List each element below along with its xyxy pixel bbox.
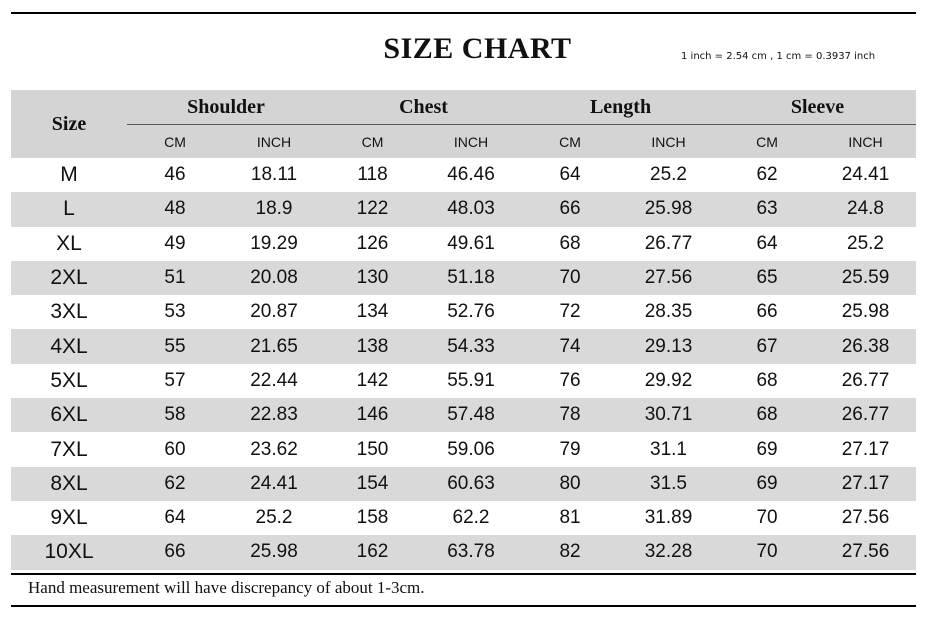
measurement-cell: 62 xyxy=(756,164,778,186)
measurement-cell: 46 xyxy=(164,164,186,186)
unit-header: INCH xyxy=(618,125,719,159)
size-cell: 9XL xyxy=(50,506,88,530)
measurement-cell: 27.17 xyxy=(841,438,890,460)
size-cell: 2XL xyxy=(11,261,127,295)
measurement-cell: 63 xyxy=(719,192,815,226)
measurement-cell: 53 xyxy=(164,301,186,323)
measurement-cell: 22.44 xyxy=(250,369,298,391)
measurement-cell: 158 xyxy=(356,507,389,529)
top-rule xyxy=(11,12,916,14)
measurement-cell: 65 xyxy=(719,261,815,295)
measurement-cell: 30.71 xyxy=(618,398,719,432)
group-header-row xyxy=(11,90,916,125)
measurement-cell: 27.56 xyxy=(618,261,719,295)
measurement-cell: 55.91 xyxy=(447,369,495,391)
measurement-cell: 63.78 xyxy=(420,535,522,569)
measurement-cell: 62.2 xyxy=(452,507,490,529)
measurement-cell: 67 xyxy=(719,329,815,363)
measurement-cell: 64 xyxy=(164,507,186,529)
measurement-cell: 68 xyxy=(719,398,815,432)
measurement-cell: 82 xyxy=(522,535,618,569)
measurement-cell: 146 xyxy=(325,398,420,432)
measurement-cell: 60 xyxy=(164,438,186,460)
group-header-shoulder: Shoulder xyxy=(127,90,325,125)
measurement-cell: 49 xyxy=(164,232,186,254)
table-row xyxy=(11,158,916,192)
measurement-cell: 24.8 xyxy=(815,192,916,226)
measurement-cell: 81 xyxy=(559,507,581,529)
measurement-cell: 26.77 xyxy=(841,369,890,391)
measurement-cell: 130 xyxy=(325,261,420,295)
table-row xyxy=(11,227,916,261)
measurement-cell: 54.33 xyxy=(420,329,522,363)
measurement-cell: 58 xyxy=(127,398,223,432)
measurement-cell: 24.41 xyxy=(223,467,325,501)
size-cell: XL xyxy=(56,231,82,255)
unit-header: INCH xyxy=(420,125,522,159)
unit-header: INCH xyxy=(815,125,916,159)
measurement-cell: 26.77 xyxy=(644,232,693,254)
measurement-cell: 18.11 xyxy=(250,164,298,186)
measurement-cell: 19.29 xyxy=(250,232,298,254)
measurement-cell: 69 xyxy=(719,467,815,501)
measurement-cell: 46.46 xyxy=(447,164,495,186)
measurement-cell: 154 xyxy=(325,467,420,501)
unit-header: CM xyxy=(325,125,420,159)
measurement-cell: 150 xyxy=(356,438,389,460)
measurement-cell: 23.62 xyxy=(250,438,298,460)
measurement-cell: 52.76 xyxy=(447,301,495,323)
measurement-cell: 49.61 xyxy=(447,232,495,254)
bottom-rule xyxy=(11,605,916,607)
measurement-cell: 18.9 xyxy=(223,192,325,226)
size-cell: 4XL xyxy=(11,329,127,363)
measurement-cell: 76 xyxy=(559,369,581,391)
size-table xyxy=(11,90,916,570)
measurement-cell: 162 xyxy=(325,535,420,569)
measurement-cell: 68 xyxy=(756,369,778,391)
size-cell: 3XL xyxy=(50,300,88,324)
size-cell: 10XL xyxy=(11,535,127,569)
measurement-cell: 31.5 xyxy=(618,467,719,501)
measurement-cell: 51.18 xyxy=(420,261,522,295)
unit-header: CM xyxy=(719,125,815,159)
measurement-cell: 24.41 xyxy=(841,164,890,186)
measurement-cell: 79 xyxy=(559,438,581,460)
measurement-cell: 22.83 xyxy=(223,398,325,432)
measurement-cell: 27.56 xyxy=(841,507,890,529)
unit-header: CM xyxy=(522,125,618,159)
measurement-cell: 66 xyxy=(127,535,223,569)
measurement-cell: 26.77 xyxy=(815,398,916,432)
unit-header: CM xyxy=(127,125,223,159)
table-row xyxy=(11,467,916,501)
table-row xyxy=(11,192,916,226)
measurement-cell: 32.28 xyxy=(618,535,719,569)
measurement-cell: 64 xyxy=(756,232,778,254)
measurement-cell: 25.2 xyxy=(650,164,687,186)
unit-conversion-note: 1 inch = 2.54 cm , 1 cm = 0.3937 inch xyxy=(681,51,876,62)
measurement-cell: 57 xyxy=(164,369,186,391)
measurement-cell: 64 xyxy=(559,164,581,186)
unit-header: INCH xyxy=(223,125,325,159)
page-title: SIZE CHART xyxy=(383,32,572,65)
unit-header-row xyxy=(11,125,916,159)
measurement-cell: 25.98 xyxy=(223,535,325,569)
measurement-cell: 68 xyxy=(559,232,581,254)
table-bottom-rule xyxy=(11,573,916,575)
measurement-cell: 25.98 xyxy=(841,301,890,323)
table-row xyxy=(11,329,916,363)
measurement-cell: 74 xyxy=(522,329,618,363)
size-cell: 7XL xyxy=(50,437,88,461)
measurement-cell: 25.98 xyxy=(618,192,719,226)
measurement-cell: 122 xyxy=(325,192,420,226)
table-row xyxy=(11,295,916,329)
measurement-cell: 51 xyxy=(127,261,223,295)
measurement-cell: 70 xyxy=(756,507,778,529)
table-row xyxy=(11,535,916,569)
size-cell: 6XL xyxy=(11,398,127,432)
measurement-cell: 80 xyxy=(522,467,618,501)
measurement-cell: 20.08 xyxy=(223,261,325,295)
group-header-chest: Chest xyxy=(325,90,522,125)
measurement-cell: 57.48 xyxy=(420,398,522,432)
measurement-cell: 48.03 xyxy=(420,192,522,226)
group-header-sleeve: Sleeve xyxy=(719,90,916,125)
measurement-cell: 70 xyxy=(522,261,618,295)
size-cell: 8XL xyxy=(11,467,127,501)
measurement-cell: 20.87 xyxy=(250,301,298,323)
measurement-cell: 62 xyxy=(127,467,223,501)
size-cell: M xyxy=(60,163,78,187)
measurement-cell: 118 xyxy=(357,164,388,186)
measurement-cell: 21.65 xyxy=(223,329,325,363)
measurement-cell: 27.56 xyxy=(815,535,916,569)
measurement-cell: 69 xyxy=(756,438,778,460)
measurement-cell: 28.35 xyxy=(644,301,693,323)
measurement-cell: 29.13 xyxy=(618,329,719,363)
size-column-header: Size xyxy=(11,90,127,158)
measurement-cell: 31.1 xyxy=(650,438,687,460)
size-cell: L xyxy=(11,192,127,226)
table-row xyxy=(11,364,916,398)
measurement-cell: 70 xyxy=(719,535,815,569)
measurement-cell: 72 xyxy=(559,301,581,323)
measurement-cell: 59.06 xyxy=(447,438,495,460)
measurement-note: Hand measurement will have discrepancy of about 1-3cm. xyxy=(28,578,425,597)
measurement-cell: 66 xyxy=(756,301,778,323)
measurement-cell: 126 xyxy=(356,232,389,254)
measurement-cell: 48 xyxy=(127,192,223,226)
table-row xyxy=(11,432,916,466)
measurement-cell: 29.92 xyxy=(644,369,693,391)
measurement-cell: 142 xyxy=(356,369,389,391)
measurement-cell: 78 xyxy=(522,398,618,432)
measurement-cell: 25.59 xyxy=(815,261,916,295)
size-cell: 5XL xyxy=(50,368,88,392)
measurement-cell: 60.63 xyxy=(420,467,522,501)
measurement-cell: 27.17 xyxy=(815,467,916,501)
measurement-cell: 55 xyxy=(127,329,223,363)
measurement-cell: 31.89 xyxy=(644,507,693,529)
table-row xyxy=(11,261,916,295)
group-header-length: Length xyxy=(522,90,719,125)
measurement-cell: 25.2 xyxy=(847,232,884,254)
measurement-cell: 138 xyxy=(325,329,420,363)
table-row xyxy=(11,398,916,432)
table-row xyxy=(11,501,916,535)
measurement-cell: 25.2 xyxy=(255,507,293,529)
measurement-cell: 26.38 xyxy=(815,329,916,363)
measurement-cell: 66 xyxy=(522,192,618,226)
measurement-cell: 134 xyxy=(356,301,389,323)
